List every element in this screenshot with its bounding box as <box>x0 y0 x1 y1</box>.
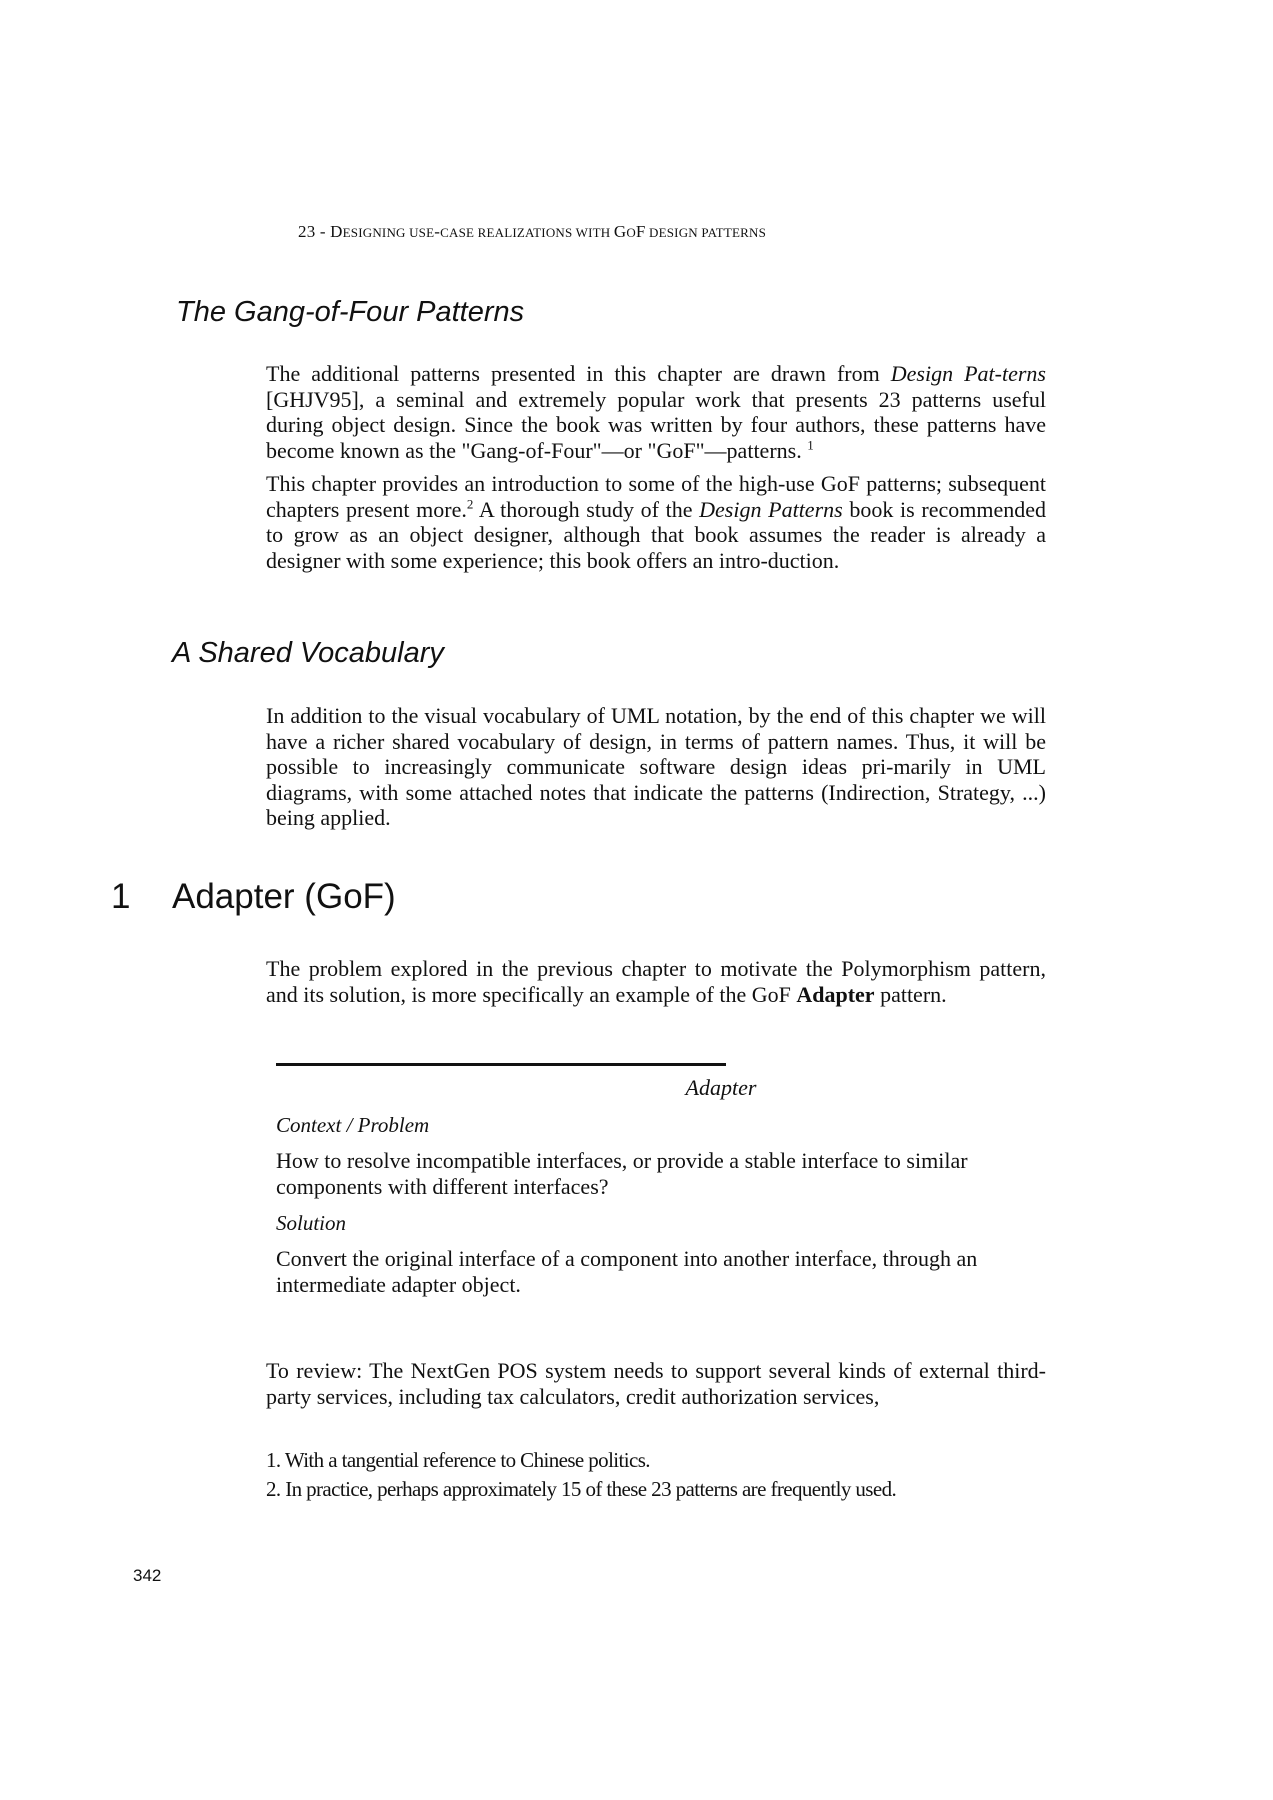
heading-adapter: Adapter (GoF) <box>172 877 396 916</box>
adapter-review <box>266 1358 1046 1417</box>
adapter-term: Adapter <box>796 981 875 1007</box>
section-number: 1 <box>111 877 131 916</box>
pattern-box-rule <box>276 1063 726 1066</box>
adapter-body <box>266 956 1046 1015</box>
gof-paragraph-1: The additional patterns presented in this chapter are drawn from Design Pat-terns [GHJV95], a seminal and extremely popular work that presents 23 patterns useful during object design. Since the book was written by four authors, these patterns have become known as the "Gang-of-Four"—or "GoF"—patterns. $^1$ <box>266 361 1046 463</box>
page-number: 342 <box>133 1566 162 1585</box>
solution-label: Solution <box>276 1211 347 1235</box>
footnote-2: 2. In practice, perhaps approximately 15 of these 23 patterns are frequently used. <box>266 1477 897 1501</box>
footnote-ref-1[interactable]: 1 <box>807 437 814 453</box>
vocab-body <box>266 703 1046 839</box>
vocab-paragraph-1: In addition to the visual vocabulary of UML notation, by the end of this chapter we will have a richer shared vocabulary of design, in terms of pattern names. Thus, it will be possible to increasingly communicate software design ideas pri-marily in UML diagrams, with some attached notes that indicate the patterns (Indirection, Strategy, ...) being applied. <box>266 703 1046 830</box>
gof-paragraph-2: This chapter provides an introduction to some of the high-use GoF patterns; subsequent chapters present more.$^2$ A thorough study of the Design Patterns book is recommended to grow as an object designer, although that book assumes the reader is already a designer with some experience; this book offers an intro-duction. <box>266 471 1046 573</box>
footnote-ref-2[interactable]: 2 <box>466 496 474 512</box>
footnote-1: 1. With a tangential reference to Chinese politics. <box>266 1448 650 1472</box>
adapter-paragraph-1: The problem explored in the previous chapter to motivate the Polymorphism pattern, and its solution, is more specifically an example of the GoF Adapter pattern. <box>266 956 1046 1007</box>
gof-body <box>266 361 1046 581</box>
adapter-paragraph-2: To review: The NextGen POS system needs to support several kinds of external third-party services, including tax calculators, credit authorization services, <box>266 1358 1046 1409</box>
pattern-box-title: Adapter <box>685 1075 757 1100</box>
pattern-box-adapter <box>276 1063 1046 1297</box>
solution-text: Convert the original interface of a component into another interface, through an intermediate adapter object. <box>276 1246 978 1297</box>
context-problem-text: How to resolve incompatible interfaces, or provide a stable interface to similar components with different interfaces? <box>276 1148 968 1199</box>
footnotes <box>266 1446 1046 1504</box>
design-patterns-title: Design Pat-terns <box>890 361 1046 386</box>
heading-shared-vocabulary: A Shared Vocabulary <box>172 637 444 669</box>
running-head-chapter-number: 23 - <box>298 222 331 241</box>
heading-gang-of-four: The Gang-of-Four Patterns <box>176 296 525 328</box>
running-head: 23 - DESIGNING USE-CASE REALIZATIONS WITH GOF DESIGN PATTERNS <box>298 222 767 241</box>
context-problem-label: Context / Problem <box>276 1113 430 1137</box>
